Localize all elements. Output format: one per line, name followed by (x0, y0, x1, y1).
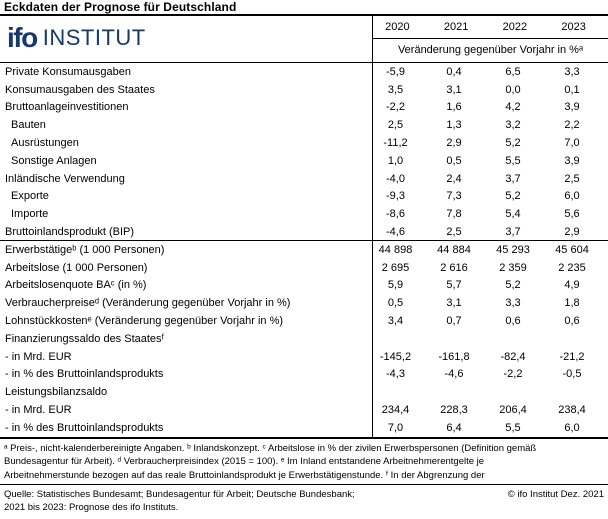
footnote-line: Bundesagentur für Arbeit). ᵈ Verbraucherpreisindex (2015 = 100). ᵉ Im Inland entstandene Arbeitnehmerentgelte je (4, 456, 485, 468)
table-header (0, 16, 608, 63)
cell-value: 0,7 (446, 315, 462, 328)
cell-value: 5,7 (446, 279, 462, 292)
table-row (0, 241, 608, 259)
cell-value: 5,9 (372, 277, 431, 295)
cell-value: 3,5 (372, 81, 431, 99)
table-row (0, 401, 608, 419)
row-label: Private Konsumausgaben (5, 65, 131, 78)
cell-value: -11,2 (372, 134, 431, 152)
cell-value: 7,8 (446, 208, 462, 221)
table-row (0, 419, 608, 437)
cell-value: 2 359 (499, 261, 527, 274)
cell-value: 1,3 (446, 119, 462, 132)
row-label: Importe (11, 208, 49, 221)
footnotes (0, 439, 608, 485)
row-label: Bruttoanlageinvestitionen (5, 101, 129, 114)
table-row (0, 330, 608, 348)
table-row (0, 188, 608, 206)
source-text-line2: 2021 bis 2023: Prognose des ifo Instituts. (4, 502, 179, 514)
cell-value: 1,0 (372, 152, 431, 170)
cell-value: 0,0 (505, 83, 521, 96)
cell-value: 1,6 (446, 101, 462, 114)
cell-value: -4,0 (372, 170, 431, 188)
cell-value: -161,8 (438, 350, 470, 363)
cell-value: 45 293 (496, 243, 530, 256)
page-title: Eckdaten der Prognose für Deutschland (4, 0, 237, 14)
cell-value: 238,4 (558, 404, 586, 417)
source-text: Quelle: Statistisches Bundesamt; Bundesagentur für Arbeit; Deutsche Bundesbank; (4, 488, 355, 500)
row-label: Verbraucherpreiseᵈ (Veränderung gegenüber Vorjahr in %) (5, 297, 291, 310)
cell-value: 3,7 (505, 172, 521, 185)
cell-value: 5,6 (564, 208, 580, 221)
cell-value: 0,4 (446, 65, 462, 78)
row-label: Arbeitslose (1 000 Personen) (5, 261, 148, 274)
forecast-table (0, 14, 608, 439)
cell-value (490, 330, 549, 348)
cell-value: -4,6 (444, 368, 464, 381)
row-label: - in % des Bruttoinlandsprodukts (5, 421, 164, 434)
row-label: - in Mrd. EUR (5, 350, 72, 363)
cell-value: -9,3 (372, 188, 431, 206)
cell-value: 0,6 (505, 315, 521, 328)
cell-value: 5,2 (505, 137, 521, 150)
cell-value: 7,3 (446, 190, 462, 203)
year-columns (373, 16, 608, 39)
table-row (0, 294, 608, 312)
cell-value: 2,4 (446, 172, 462, 185)
cell-value: 6,5 (505, 65, 521, 78)
cell-value: 4,2 (505, 101, 521, 114)
cell-value: 228,3 (440, 404, 468, 417)
row-label: Finanzierungssaldo des Staatesᶠ (5, 332, 165, 345)
cell-value: 3,9 (564, 101, 580, 114)
row-label: Bruttoinlandsprodukt (BIP) (5, 225, 135, 238)
row-label: Arbeitslosenquote BAᶜ (in %) (5, 279, 147, 292)
row-label: Lohnstückkostenᵉ (Veränderung gegenüber Vorjahr in %) (5, 315, 284, 328)
table-row (0, 99, 608, 117)
cell-value: -2,2 (372, 99, 431, 117)
table-row (0, 348, 608, 366)
cell-value: 0,5 (372, 294, 431, 312)
cell-value: 3,3 (505, 297, 521, 310)
table-row (0, 170, 608, 188)
cell-value: 3,2 (505, 119, 521, 132)
cell-value: 3,9 (564, 154, 580, 167)
table-row (0, 63, 608, 81)
cell-value: 45 604 (555, 243, 589, 256)
unit-header: Veränderung gegenüber Vorjahr in %ᵃ (397, 44, 584, 56)
row-label: Ausrüstungen (11, 137, 79, 150)
row-label: - in % des Bruttoinlandsprodukts (5, 368, 164, 381)
header-year-block (372, 16, 608, 62)
table-row (0, 223, 608, 241)
cell-value: 2,5 (564, 172, 580, 185)
cell-value (431, 330, 490, 348)
cell-value: 3,4 (372, 312, 431, 330)
cell-value: -4,3 (372, 366, 431, 384)
row-label: Leistungsbilanzsaldo (5, 386, 108, 399)
cell-value: -4,6 (372, 223, 431, 240)
cell-value: 3,7 (505, 225, 521, 238)
cell-value: -21,2 (559, 350, 585, 363)
cell-value: 7,0 (372, 419, 431, 437)
cell-value (549, 383, 608, 401)
cell-value: 44 898 (372, 241, 431, 259)
cell-value: 206,4 (499, 404, 527, 417)
cell-value: 3,3 (564, 65, 580, 78)
cell-value: 4,9 (564, 279, 580, 292)
year-header: 2022 (502, 21, 528, 33)
cell-value: 6,4 (446, 421, 462, 434)
table-row (0, 152, 608, 170)
cell-value (490, 383, 549, 401)
row-label: Erwerbstätigeᵇ (1 000 Personen) (5, 243, 165, 256)
footnote-line: Arbeitnehmerstunde bezogen auf das reale Bruttoinlandsprodukt je Erwerbstätigenstunde. ᶠ In der Abgrenzung der (4, 469, 485, 481)
footnote-line: ᵃ Preis-, nicht-kalenderbereinigte Angaben. ᵇ Inlandskonzept. ᶜ Arbeitslose in % der zivilen Erwerbspersonen (Definition gemäß (4, 442, 537, 454)
cell-value: 5,2 (505, 190, 521, 203)
table-row (0, 116, 608, 134)
cell-value: 2,9 (446, 137, 462, 150)
cell-value: 2 616 (440, 261, 468, 274)
logo-institut-text: INSTITUT (42, 25, 146, 50)
cell-value: 2,9 (564, 225, 580, 238)
cell-value: 2,5 (446, 225, 462, 238)
cell-value: -8,6 (372, 205, 431, 223)
row-label: Sonstige Anlagen (11, 154, 97, 167)
cell-value: 5,5 (505, 421, 521, 434)
row-label: Bauten (11, 119, 46, 132)
year-header: 2023 (561, 21, 586, 33)
copyright-text: © ifo Institut Dez. 2021 (507, 488, 604, 500)
cell-value: -82,4 (500, 350, 526, 363)
cell-value: -0,5 (562, 368, 582, 381)
cell-value: 44 884 (437, 243, 471, 256)
row-label: - in Mrd. EUR (5, 404, 72, 417)
table-row (0, 366, 608, 384)
cell-value: 2 235 (558, 261, 586, 274)
cell-value: 2,5 (372, 116, 431, 134)
year-header: 2020 (385, 21, 410, 33)
cell-value (549, 330, 608, 348)
table-row (0, 81, 608, 99)
logo-ifo-text: ifo (7, 21, 37, 53)
cell-value: 6,0 (564, 421, 580, 434)
cell-value (431, 383, 490, 401)
cell-value: -5,9 (372, 63, 431, 81)
table-row (0, 134, 608, 152)
table-row (0, 277, 608, 295)
cell-value: 0,6 (564, 315, 580, 328)
ifo-institut-logo (0, 16, 372, 62)
table-row (0, 383, 608, 401)
table-row (0, 312, 608, 330)
cell-value: 0,1 (564, 83, 580, 96)
row-label: Konsumausgaben des Staates (5, 83, 155, 96)
cell-value: -2,2 (503, 368, 523, 381)
cell-value: 5,5 (505, 154, 521, 167)
row-label: Inländische Verwendung (5, 172, 125, 185)
table-row (0, 259, 608, 277)
cell-value: 1,8 (564, 297, 580, 310)
cell-value (372, 383, 431, 401)
cell-value: 5,4 (505, 208, 521, 221)
cell-value: 3,1 (446, 83, 462, 96)
cell-value: 7,0 (564, 137, 580, 150)
cell-value: 5,2 (505, 279, 521, 292)
cell-value: -145,2 (372, 348, 431, 366)
cell-value: 2 695 (372, 259, 431, 277)
source-block (0, 485, 608, 515)
cell-value (372, 330, 431, 348)
cell-value: 3,1 (446, 297, 462, 310)
cell-value: 2,2 (564, 119, 580, 132)
year-header: 2021 (443, 21, 469, 33)
table-body (0, 63, 608, 437)
row-label: Exporte (11, 190, 49, 203)
table-row (0, 205, 608, 223)
cell-value: 234,4 (372, 401, 431, 419)
cell-value: 0,5 (446, 154, 462, 167)
cell-value: 6,0 (564, 190, 580, 203)
